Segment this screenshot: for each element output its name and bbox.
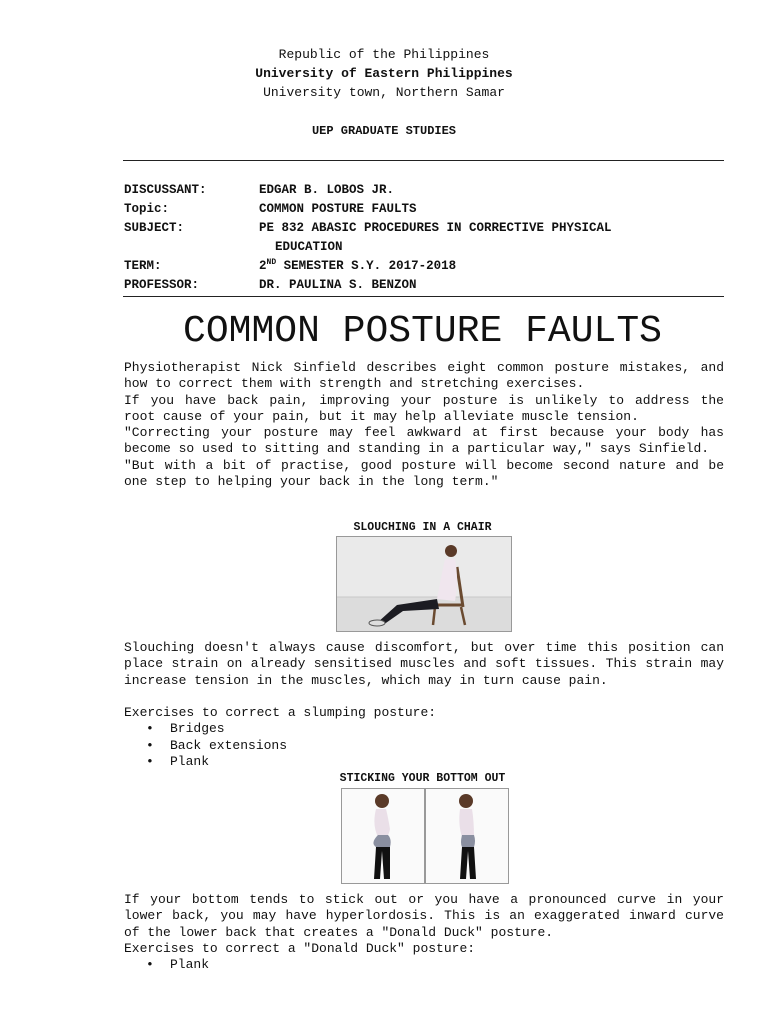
- intro-paragraphs: [124, 360, 724, 490]
- bottom-rule: [123, 296, 724, 297]
- document-title: COMMON POSTURE FAULTS: [183, 310, 662, 353]
- bottom-out-body: If your bottom tends to stick out or you have a pronounced curve in your lower back, you may have hyperlordosis. This is an exaggerated inward curve of the lower back that creates a "Donald Duck" posture.: [124, 892, 724, 940]
- intro-paragraph: "Correcting your posture may feel awkward at first because your body has become so used to sitting and standing in a particular way," says Sinfield.: [124, 425, 724, 457]
- list-item: • Bridges: [146, 721, 287, 738]
- slouching-photo: [336, 536, 512, 632]
- list-item: • Back extensions: [146, 738, 287, 755]
- term-row: [124, 257, 724, 276]
- term-number: 2: [259, 259, 267, 273]
- top-rule: [123, 160, 724, 161]
- professor-label: PROFESSOR:: [124, 278, 200, 292]
- info-block: [124, 181, 724, 295]
- subject-value: [259, 219, 724, 257]
- list-item: • Plank: [146, 754, 287, 771]
- professor-row: [124, 276, 724, 295]
- section-heading-bottom-out: STICKING YOUR BOTTOM OUT: [339, 772, 506, 785]
- professor-value: DR. PAULINA S. BENZON: [259, 278, 417, 292]
- bottom-out-illustration-left: [342, 789, 424, 883]
- bottom-out-illustration-right: [426, 789, 508, 883]
- topic-label: Topic:: [124, 202, 170, 216]
- university-address: University town, Northern Samar: [263, 85, 505, 100]
- subject-row: [124, 219, 724, 257]
- section-heading-slouching: SLOUCHING IN A CHAIR: [353, 521, 492, 534]
- discussant-value: EDGAR B. LOBOS JR.: [259, 183, 395, 197]
- term-label: TERM:: [124, 259, 162, 273]
- bottom-out-exercises-intro: Exercises to correct a "Donald Duck" posture:: [124, 941, 476, 956]
- bottom-out-photo-left: [341, 788, 425, 884]
- slouching-body: Slouching doesn't always cause discomfort, but over time this position can place strain on already sensitised muscles and soft tissues. This strain may increase tension in the muscles, which may in turn cause pain.: [124, 640, 724, 688]
- bottom-out-exercise-list: [146, 957, 209, 974]
- topic-row: [124, 200, 724, 219]
- term-value: [259, 257, 724, 276]
- country-line: Republic of the Philippines: [278, 47, 490, 62]
- term-suffix: ND: [266, 257, 277, 267]
- list-item: • Plank: [146, 957, 209, 974]
- subject-value-line2: EDUCATION: [275, 240, 343, 254]
- term-rest: SEMESTER S.Y. 2017-2018: [276, 259, 457, 273]
- graduate-studies-heading: UEP GRADUATE STUDIES: [311, 124, 457, 138]
- intro-paragraph: If you have back pain, improving your posture is unlikely to address the root cause of your pain, but it may help alleviate muscle tension.: [124, 392, 724, 424]
- topic-value: COMMON POSTURE FAULTS: [259, 202, 417, 216]
- bottom-out-photo-right: [425, 788, 509, 884]
- intro-paragraph: "But with a bit of practise, good posture will become second nature and be one step to helping your back in the long term.": [124, 457, 724, 490]
- slouching-exercises-intro: Exercises to correct a slumping posture:: [124, 705, 437, 720]
- subject-label: SUBJECT:: [124, 221, 185, 235]
- subject-value-line1: PE 832 ABASIC PROCEDURES IN CORRECTIVE PHYSICAL: [259, 221, 612, 235]
- slouching-exercise-list: [146, 721, 287, 771]
- discussant-row: [124, 181, 724, 200]
- intro-paragraph: Physiotherapist Nick Sinfield describes eight common posture mistakes, and how to correct them with strength and stretching exercises.: [124, 360, 724, 392]
- slouching-illustration: [337, 537, 511, 631]
- discussant-label: DISCUSSANT:: [124, 183, 207, 197]
- university-name: University of Eastern Philippines: [255, 66, 513, 81]
